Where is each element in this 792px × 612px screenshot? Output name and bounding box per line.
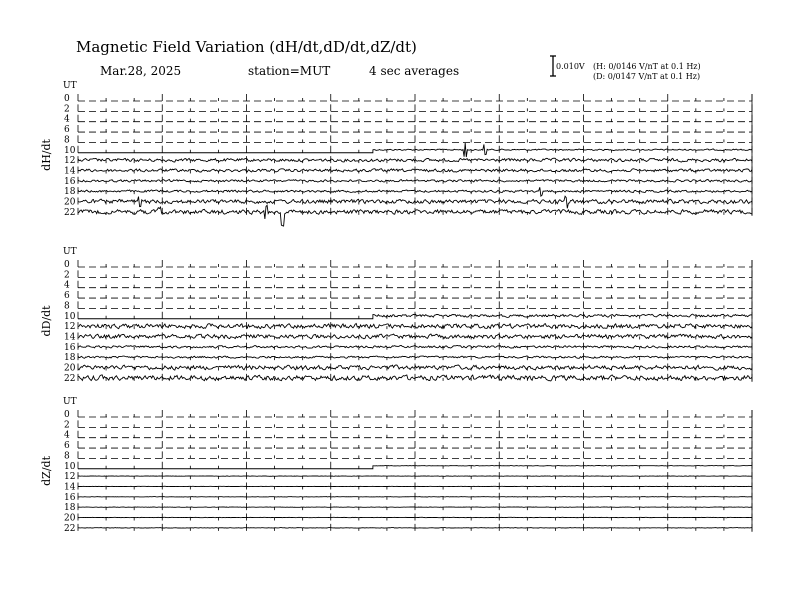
hour-label: 0 — [64, 94, 70, 104]
hour-label: 12 — [64, 472, 76, 483]
hour-label: 18 — [64, 353, 76, 364]
hour-label: 14 — [64, 332, 76, 343]
hour-label: 2 — [64, 420, 70, 431]
averaging-label: 4 sec averages — [369, 64, 460, 78]
hour-label: 22 — [64, 373, 76, 384]
ut-label: UT — [63, 81, 77, 91]
ut-label: UT — [63, 247, 77, 257]
hour-label: 8 — [64, 301, 70, 312]
hour-label: 0 — [64, 410, 70, 420]
hour-label: 10 — [64, 311, 76, 322]
panel-title-2: dZ/dt — [40, 455, 53, 486]
hour-label: 22 — [64, 207, 76, 218]
hour-label: 2 — [64, 104, 70, 115]
ut-label: UT — [63, 397, 77, 407]
hour-label: 12 — [64, 322, 76, 333]
trace-dH/dt-10 — [78, 143, 752, 157]
hour-label: 10 — [64, 461, 76, 472]
hour-label: 6 — [64, 125, 70, 136]
trace-dZ/dt-22 — [78, 528, 752, 529]
trace-dZ/dt-14 — [78, 486, 752, 487]
hour-label: 2 — [64, 270, 70, 281]
hour-label: 16 — [64, 176, 76, 187]
chart-title: Magnetic Field Variation (dH/dt,dD/dt,dZ/dt) — [76, 38, 417, 56]
hour-label: 20 — [64, 197, 76, 208]
hour-label: 6 — [64, 441, 70, 452]
scale-h-label: (H: 0/0146 V/nT at 0.1 Hz) — [593, 62, 701, 71]
trace-dZ/dt-20 — [78, 517, 752, 518]
hour-label: 14 — [64, 166, 76, 177]
scale-d-label: (D: 0/0147 V/nT at 0.1 Hz) — [593, 72, 701, 81]
hour-label: 22 — [64, 523, 76, 534]
hour-label: 16 — [64, 492, 76, 503]
hour-label: 16 — [64, 342, 76, 353]
hour-label: 4 — [64, 114, 70, 125]
hour-label: 18 — [64, 503, 76, 514]
date-label: Mar.28, 2025 — [100, 64, 182, 78]
hour-label: 12 — [64, 156, 76, 167]
panel-title-0: dH/dt — [40, 139, 53, 171]
hour-label: 18 — [64, 187, 76, 198]
panel-title-1: dD/dt — [40, 305, 53, 337]
station-label: station=MUT — [248, 64, 331, 78]
hour-label: 20 — [64, 513, 76, 524]
hour-label: 6 — [64, 291, 70, 302]
hour-label: 20 — [64, 363, 76, 374]
hour-label: 4 — [64, 430, 70, 441]
hour-label: 8 — [64, 451, 70, 462]
scale-value-label: 0.010V — [556, 62, 585, 71]
hour-label: 4 — [64, 280, 70, 291]
hour-label: 0 — [64, 260, 70, 270]
hour-label: 8 — [64, 135, 70, 146]
hour-label: 14 — [64, 482, 76, 493]
hour-label: 10 — [64, 145, 76, 156]
